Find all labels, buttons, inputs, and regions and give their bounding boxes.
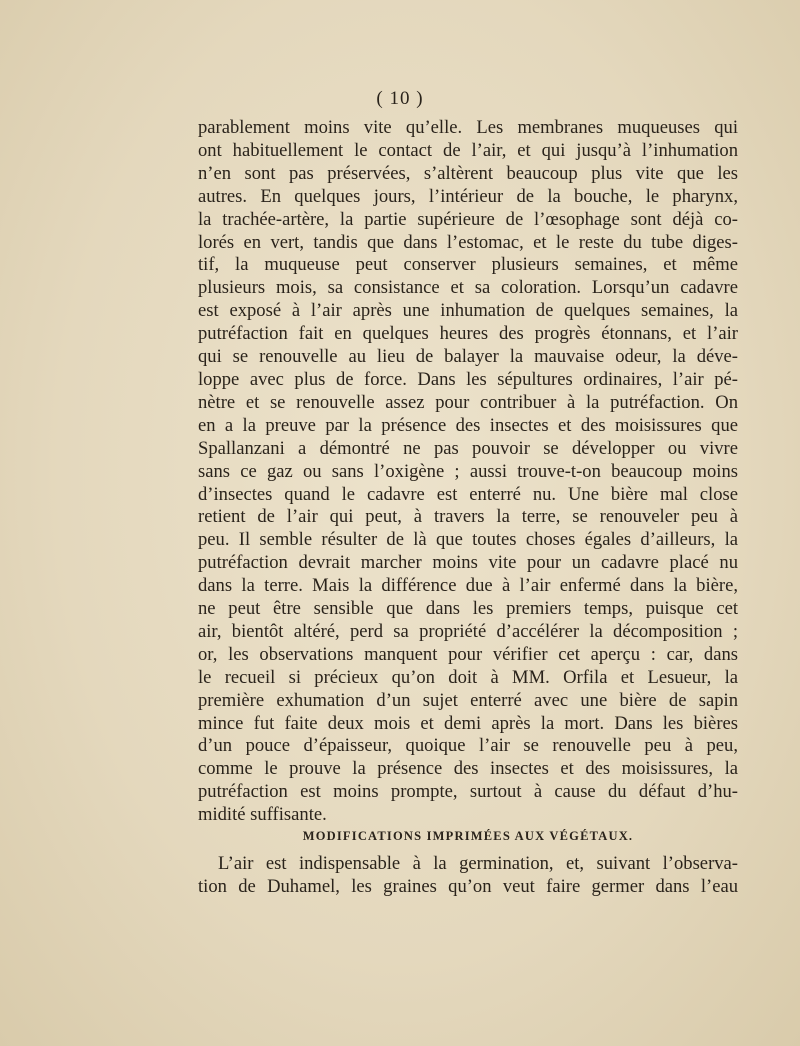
text-line: lorés en vert, tandis que dans l’estomac, et le reste du tube diges- bbox=[198, 231, 738, 253]
text-line: ont habituellement le contact de l’air, et qui jusqu’à l’inhumation bbox=[198, 139, 738, 161]
text-line: sans ce gaz ou sans l’oxigène ; aussi trouve-t-on beaucoup moins bbox=[198, 460, 738, 482]
text-line: autres. En quelques jours, l’intérieur de la bouche, le pharynx, bbox=[198, 185, 738, 207]
text-line: putréfaction est moins prompte, surtout à cause du défaut d’hu- bbox=[198, 781, 738, 803]
text-line: L’air est indispensable à la germination, et, suivant l’observa- bbox=[218, 853, 738, 874]
text-line: loppe avec plus de force. Dans les sépultures ordinaires, l’air pé- bbox=[198, 368, 738, 390]
text-line: midité suffisante. bbox=[198, 804, 327, 826]
text-line: retient de l’air qui peut, à travers la terre, se renouveler peu à bbox=[198, 506, 738, 528]
text-line: air, bientôt altéré, perd sa propriété d’accélérer la décomposition ; bbox=[198, 620, 738, 642]
text-line: comme le prouve la présence des insectes et des moisissures, la bbox=[198, 758, 738, 780]
text-line: en a la preuve par la présence des insectes et des moisissures que bbox=[198, 414, 738, 436]
text-line: le recueil si précieux qu’on doit à MM. Orfila et Lesueur, la bbox=[198, 666, 738, 688]
section-heading: MODIFICATIONS IMPRIMÉES AUX VÉGÉTAUX. bbox=[302, 829, 634, 843]
text-line: est exposé à l’air après une inhumation de quelques semaines, la bbox=[198, 300, 738, 322]
text-line: première exhumation d’un sujet enterré avec une bière de sapin bbox=[198, 689, 738, 711]
text-line: la trachée-artère, la partie supérieure de l’œsophage sont déjà co- bbox=[198, 208, 738, 230]
text-line: d’un pouce d’épaisseur, quoique l’air se renouvelle peu à peu, bbox=[198, 735, 738, 757]
text-line: qui se renouvelle au lieu de balayer la mauvaise odeur, la déve- bbox=[198, 346, 738, 368]
page-number: ( 10 ) bbox=[376, 88, 424, 109]
text-line: Spallanzani a démontré ne pas pouvoir se développer ou vivre bbox=[198, 437, 738, 459]
text-line: putréfaction fait en quelques heures des progrès étonnans, et l’air bbox=[198, 323, 738, 345]
text-line: mince fut faite deux mois et demi après la mort. Dans les bières bbox=[198, 712, 738, 734]
text-line: putréfaction devrait marcher moins vite pour un cadavre placé nu bbox=[198, 552, 738, 574]
body-paragraph-2 bbox=[198, 852, 738, 898]
text-line: d’insectes quand le cadavre est enterré nu. Une bière mal close bbox=[198, 483, 738, 505]
text-line: or, les observations manquent pour vérifier cet aperçu : car, dans bbox=[198, 643, 738, 665]
text-line: plusieurs mois, sa consistance et sa coloration. Lorsqu’un cadavre bbox=[198, 277, 738, 299]
text-line: peu. Il semble résulter de là que toutes choses égales d’ailleurs, la bbox=[198, 529, 738, 551]
text-line: n’en sont pas préservées, s’altèrent beaucoup plus vite que les bbox=[198, 162, 738, 184]
text-line: nètre et se renouvelle assez pour contribuer à la putréfaction. On bbox=[198, 391, 738, 413]
text-line: tion de Duhamel, les graines qu’on veut faire germer dans l’eau bbox=[198, 876, 738, 897]
text-line: parablement moins vite qu’elle. Les membranes muqueuses qui bbox=[198, 117, 738, 138]
text-line: ne peut être sensible que dans les premiers temps, puisque cet bbox=[198, 598, 738, 620]
body-paragraph-1 bbox=[198, 117, 738, 827]
text-line: tif, la muqueuse peut conserver plusieurs semaines, et même bbox=[198, 254, 738, 276]
text-line: dans la terre. Mais la différence due à l’air enfermé dans la bière, bbox=[198, 575, 738, 597]
